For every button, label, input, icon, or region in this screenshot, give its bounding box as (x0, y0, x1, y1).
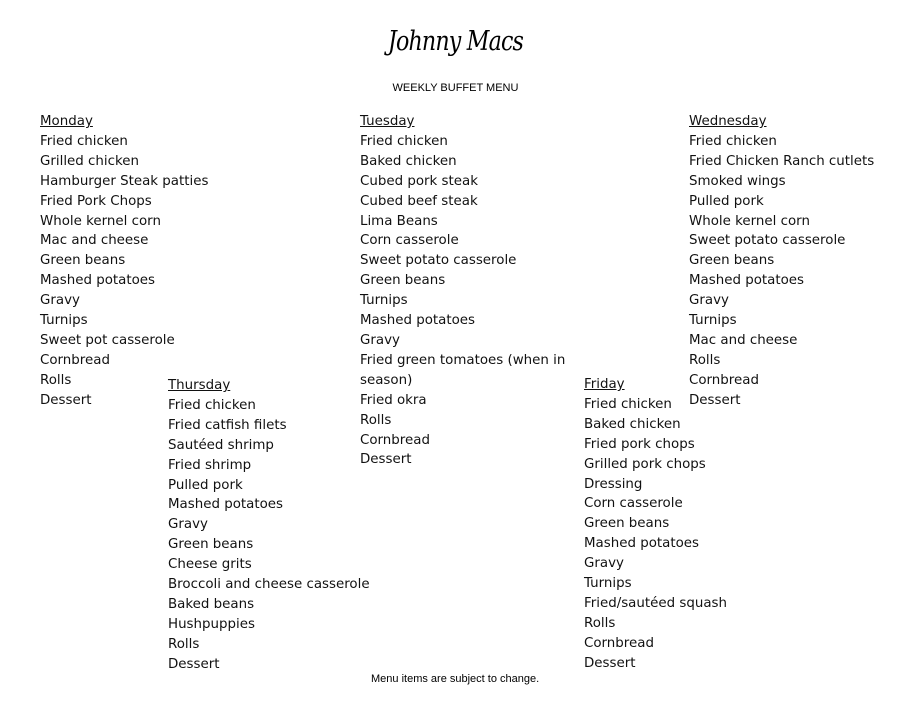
menu-list-thursday (168, 396, 370, 675)
menu-item: Turnips (360, 293, 408, 309)
menu-item: Cornbread (689, 372, 759, 388)
menu-list-friday (584, 395, 727, 674)
menu-item: Corn casserole (360, 233, 459, 249)
menu-item: Pulled pork (168, 477, 243, 493)
menu-item: Green beans (40, 253, 126, 269)
day-title-wednesday: Wednesday (689, 114, 767, 129)
menu-item: Rolls (360, 412, 392, 428)
day-column-wednesday (689, 112, 874, 411)
menu-item: Cornbread (360, 432, 430, 448)
menu-item: Whole kernel corn (689, 213, 810, 229)
day-title-monday: Monday (40, 114, 93, 129)
menu-item: Whole kernel corn (40, 213, 161, 229)
menu-item: Sweet pot casserole (40, 332, 175, 348)
menu-item: Fried shrimp (168, 457, 252, 473)
menu-item: Cornbread (584, 635, 654, 651)
menu-item: Lima Beans (360, 213, 438, 229)
menu-item: Rolls (584, 615, 616, 631)
menu-item: Sautéed shrimp (168, 437, 274, 453)
menu-item: Gravy (168, 517, 208, 533)
menu-item: Grilled chicken (40, 153, 139, 169)
menu-item: Fried Pork Chops (40, 193, 152, 209)
menu-list-monday (40, 132, 208, 411)
menu-item: Fried pork chops (584, 436, 695, 452)
menu-item: Mac and cheese (689, 332, 798, 348)
menu-item: Mashed potatoes (168, 497, 284, 513)
menu-item: Green beans (584, 516, 670, 532)
menu-item: Rolls (40, 372, 72, 388)
menu-item: Hamburger Steak patties (40, 173, 209, 189)
menu-item: Gravy (689, 293, 729, 309)
day-title-tuesday: Tuesday (360, 114, 415, 129)
menu-item: Broccoli and cheese casserole (168, 577, 370, 593)
menu-item: Fried okra (360, 392, 427, 408)
menu-item: Rolls (168, 636, 200, 652)
menu-item: Fried chicken (584, 396, 672, 412)
menu-item: Fried chicken (360, 133, 448, 149)
menu-item: Dessert (689, 392, 741, 408)
menu-item: Pulled pork (689, 193, 764, 209)
menu-subtitle: WEEKLY BUFFET MENU (392, 82, 519, 94)
menu-item: Baked beans (168, 596, 255, 612)
menu-item: Sweet potato casserole (360, 253, 517, 269)
day-column-thursday (168, 376, 370, 675)
day-column-friday (584, 375, 727, 674)
day-column-monday (40, 112, 208, 411)
menu-item: Fried chicken (689, 133, 777, 149)
menu-list-tuesday (360, 132, 575, 470)
menu-item: Baked chicken (360, 153, 457, 169)
menu-item: Fried Chicken Ranch cutlets (689, 153, 875, 169)
day-column-tuesday (360, 112, 575, 470)
menu-item: Corn casserole (584, 496, 683, 512)
menu-item: Turnips (40, 313, 88, 329)
menu-item: Cubed pork steak (360, 173, 478, 189)
menu-item: Cheese grits (168, 557, 252, 573)
menu-item: Mashed potatoes (40, 273, 156, 289)
menu-item: Green beans (689, 253, 775, 269)
menu-item: Baked chicken (584, 416, 681, 432)
menu-item: Grilled pork chops (584, 456, 706, 472)
menu-item: Fried/sautéed squash (584, 595, 727, 611)
menu-item: Mac and cheese (40, 233, 149, 249)
menu-item: Gravy (360, 332, 400, 348)
menu-item: Cubed beef steak (360, 193, 478, 209)
menu-list-wednesday (689, 132, 874, 411)
menu-item: Smoked wings (689, 173, 786, 189)
menu-item: Mashed potatoes (360, 313, 476, 329)
day-title-thursday: Thursday (168, 378, 231, 393)
menu-item: Rolls (689, 352, 721, 368)
restaurant-logo: Johnny Macs (387, 26, 524, 57)
menu-item: Gravy (584, 556, 624, 572)
menu-item: Cornbread (40, 352, 110, 368)
menu-item: Green beans (360, 273, 446, 289)
menu-item: Turnips (584, 576, 632, 592)
menu-item: Green beans (168, 537, 254, 553)
menu-item: Hushpuppies (168, 616, 255, 632)
menu-item: Fried catfish filets (168, 417, 287, 433)
menu-item: Dressing (584, 476, 643, 492)
menu-item: Sweet potato casserole (689, 233, 846, 249)
menu-item: Mashed potatoes (689, 273, 805, 289)
menu-item: Turnips (689, 313, 737, 329)
footer-note: Menu items are subject to change. (371, 673, 540, 685)
menu-item: Fried chicken (40, 133, 128, 149)
menu-item: Gravy (40, 293, 80, 309)
menu-item: Dessert (168, 656, 220, 672)
menu-item: Dessert (40, 392, 92, 408)
menu-item: Fried green tomatoes (when in season) (360, 352, 566, 388)
menu-item: Mashed potatoes (584, 536, 700, 552)
day-title-friday: Friday (584, 377, 625, 392)
menu-item: Dessert (584, 655, 636, 671)
menu-item: Dessert (360, 452, 412, 468)
menu-item: Fried chicken (168, 397, 256, 413)
